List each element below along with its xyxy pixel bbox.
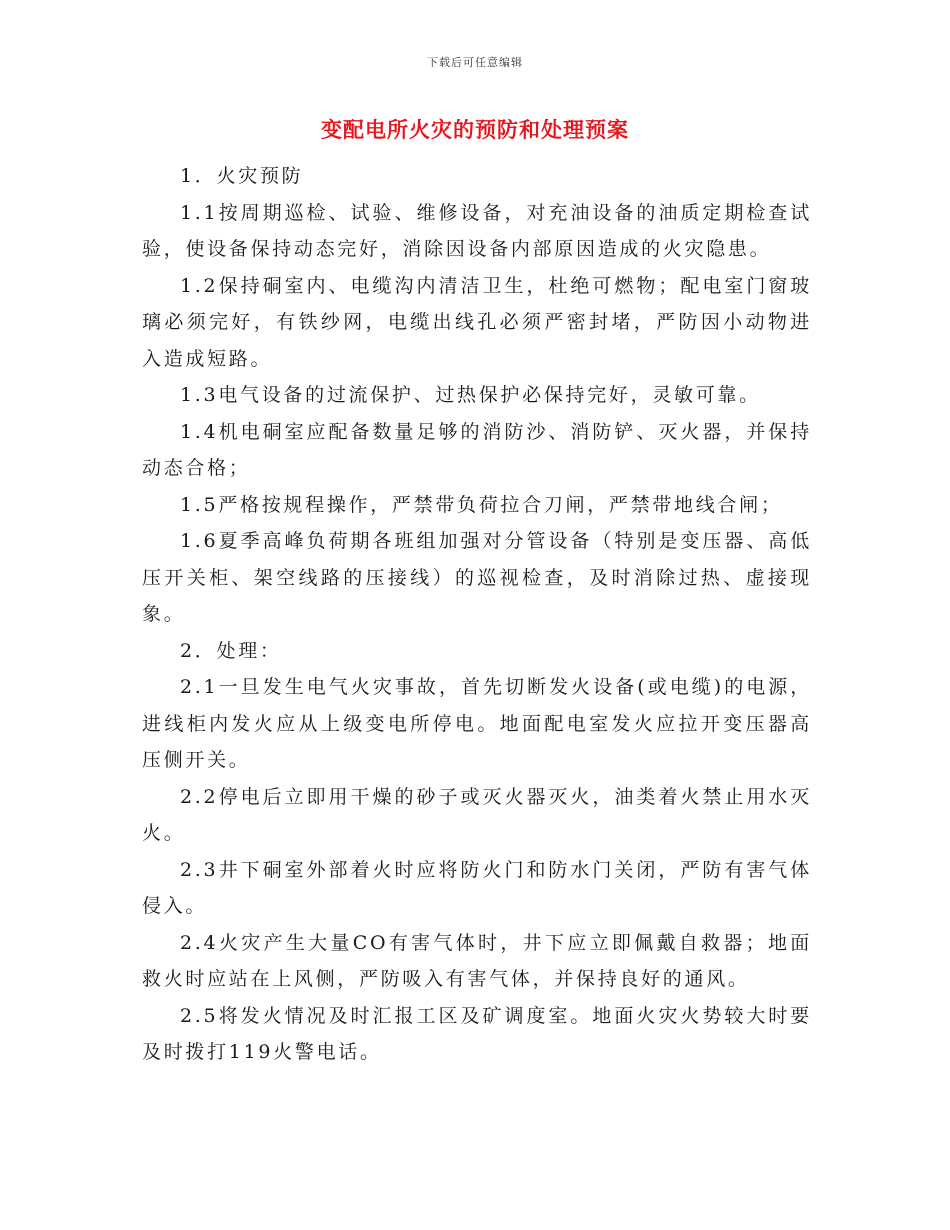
paragraph-1-3: 1.3电气设备的过流保护、过热保护必保持完好，灵敏可靠。 [180, 384, 761, 406]
paragraph-2-5: 2.5将发火情况及时汇报工区及矿调度室。地面火灾火势较大时要及时拨打119火警电话。 [142, 1004, 812, 1063]
paragraph-1-6: 1.6夏季高峰负荷期各班组加强对分管设备（特别是变压器、高低压开关柜、架空线路的压接线）的巡视检查，及时消除过热、虚接现象。 [142, 530, 812, 625]
paragraph-1-1: 1.1按周期巡检、试验、维修设备，对充油设备的油质定期检查试验，使设备保持动态完好，消除因设备内部原因造成的火灾隐患。 [142, 201, 812, 260]
section-heading-fire-prevention: 1．火灾预防 [180, 165, 304, 187]
document-body [142, 158, 812, 1071]
paragraph-2-2: 2.2停电后立即用干燥的砂子或灭火器灭火，油类着火禁止用水灭火。 [142, 785, 812, 844]
paragraph-2-4: 2.4火灾产生大量CO有害气体时，井下应立即佩戴自救器；地面救火时应站在上风侧，严防吸入有害气体，并保持良好的通风。 [142, 931, 812, 990]
document-title: 变配电所火灾的预防和处理预案 [321, 117, 629, 142]
paragraph-1-2: 1.2保持硐室内、电缆沟内清洁卫生，杜绝可燃物；配电室门窗玻璃必须完好，有铁纱网，电缆出线孔必须严密封堵，严防因小动物进入造成短路。 [142, 274, 812, 370]
paragraph-2-3: 2.3井下硐室外部着火时应将防火门和防水门关闭，严防有害气体侵入。 [142, 858, 812, 917]
page-header-note: 下载后可任意编辑 [427, 56, 523, 69]
paragraph-1-4: 1.4机电硐室应配备数量足够的消防沙、消防铲、灭火器，并保持动态合格； [142, 420, 812, 479]
section-heading-handling: 2．处理： [180, 639, 282, 662]
paragraph-1-5: 1.5严格按规程操作，严禁带负荷拉合刀闸，严禁带地线合闸； [180, 493, 783, 516]
paragraph-2-1: 2.1一旦发生电气火灾事故，首先切断发火设备(或电缆)的电源，进线柜内发火应从上级变电所停电。地面配电室发火应拉开变压器高压侧开关。 [142, 676, 812, 771]
